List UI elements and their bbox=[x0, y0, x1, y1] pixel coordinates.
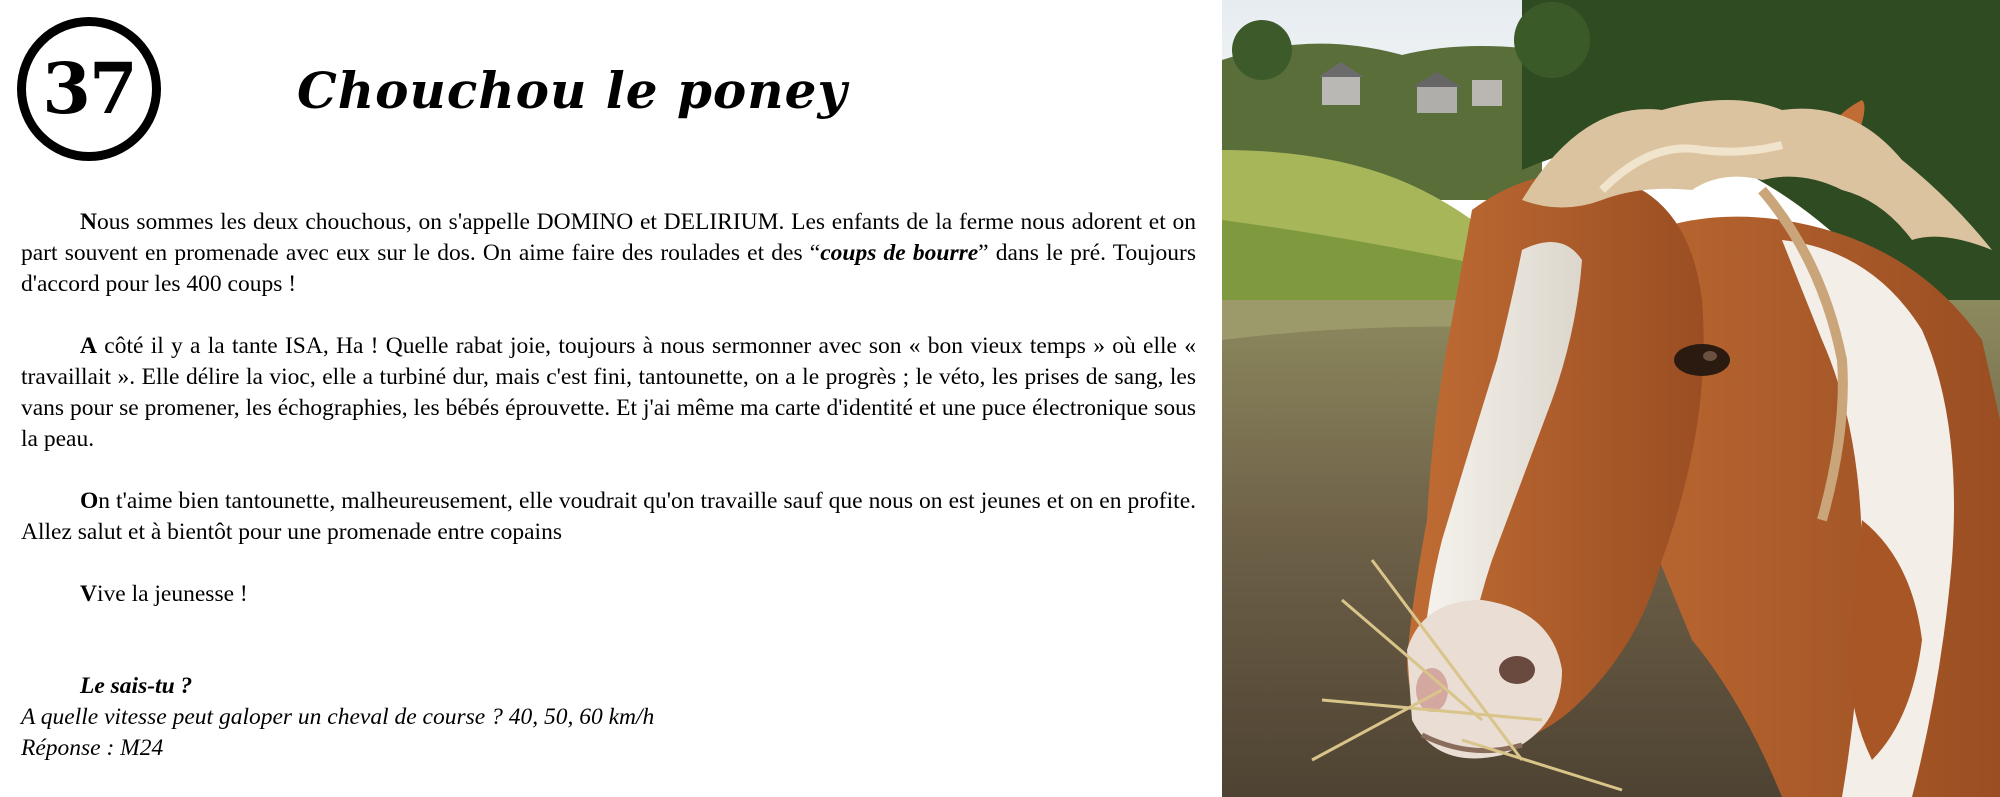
pony-photo bbox=[1222, 0, 2000, 797]
paragraph-4 bbox=[21, 579, 1196, 610]
eye-highlight bbox=[1703, 351, 1717, 361]
nostril-icon bbox=[1416, 668, 1448, 712]
eye-icon bbox=[1674, 344, 1730, 376]
emphasis-text: coups de bourre bbox=[820, 240, 979, 266]
quiz-box bbox=[21, 671, 1196, 764]
drop-letter: V bbox=[80, 581, 97, 607]
house-icon bbox=[1322, 75, 1360, 105]
paragraph-3 bbox=[21, 486, 1196, 548]
paragraph-text: ” dans le pré. Toujours d'accord pour les 400 coups ! bbox=[21, 240, 1196, 297]
drop-letter: A bbox=[80, 333, 97, 359]
story-text bbox=[21, 207, 1196, 610]
paragraph-text: côté il y a la tante ISA, Ha ! Quelle rabat joie, toujours à nous sermonner avec son « bon vieux temps » où elle « travaillait ». Elle délire la vioc, elle a turbiné dur, mais c'est fini, tantounette, on a le progrès ; le véto, les prises de sang, les vans pour se promener, les échographies, les bébés éprouvette. Et j'ai même ma carte d'identité et une puce électronique sous la peau. bbox=[21, 333, 1196, 452]
drop-letter: O bbox=[80, 488, 99, 514]
page-number-badge: 37 bbox=[17, 17, 161, 161]
paragraph-1 bbox=[21, 207, 1196, 300]
pinto-pony-head-icon bbox=[1222, 0, 2000, 797]
paragraph-text: ive la jeunesse ! bbox=[96, 581, 248, 607]
paragraph-2 bbox=[21, 331, 1196, 455]
page-title: Chouchou le poney bbox=[297, 61, 848, 120]
paragraph-text: n t'aime bien tantounette, malheureusement, elle voudrait qu'on travaille sauf que nous on est jeunes et on en profite. Allez salut et à bientôt pour une promenade entre copains bbox=[21, 488, 1196, 545]
quiz-answer: Réponse : M24 bbox=[21, 735, 164, 761]
tree-icon bbox=[1232, 20, 1292, 80]
house-icon bbox=[1417, 85, 1457, 113]
quiz-heading: Le sais-tu ? bbox=[80, 673, 193, 699]
quiz-question: A quelle vitesse peut galoper un cheval de course ? 40, 50, 60 km/h bbox=[21, 704, 655, 730]
tree-icon bbox=[1514, 2, 1590, 78]
paragraph-text: ous sommes les deux chouchous, on s'appelle DOMINO et DELIRIUM. Les enfants de la ferme nous adorent et on part souvent en promenade avec eux sur le dos. On aime faire des roulades et des “ bbox=[21, 209, 1196, 266]
drop-letter: N bbox=[80, 209, 97, 235]
nostril-icon bbox=[1499, 656, 1535, 684]
house-icon bbox=[1472, 80, 1502, 106]
